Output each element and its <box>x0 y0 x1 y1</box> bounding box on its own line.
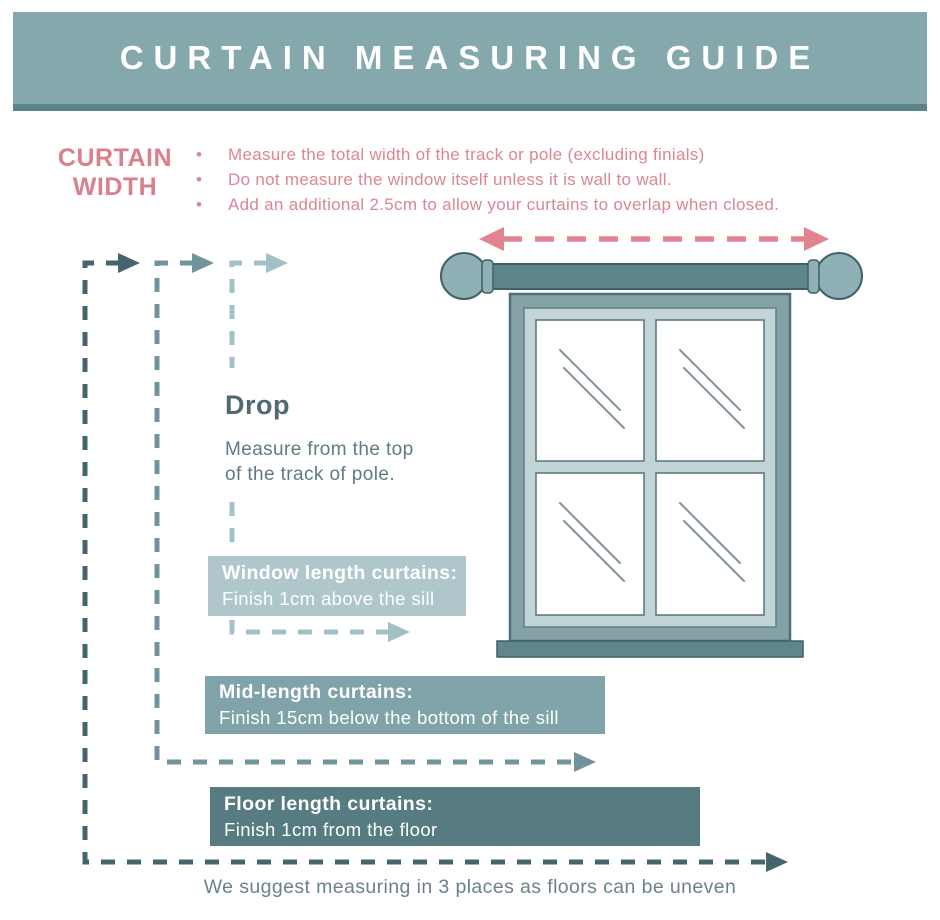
bullet-icon: • <box>196 145 203 164</box>
window-inner-frame <box>524 308 776 627</box>
window-length-title: Window length curtains: <box>222 562 458 584</box>
mid-length-title: Mid-length curtains: <box>219 681 414 703</box>
bullet-icon: • <box>196 170 203 189</box>
curtain-width-label-line2: WIDTH <box>72 173 158 201</box>
window-pane <box>536 473 644 615</box>
window-pane <box>536 320 644 461</box>
window-length-box <box>208 556 466 616</box>
curtain-width-label-line1: CURTAIN <box>57 144 173 172</box>
floor-length-box <box>210 787 700 846</box>
pane-reflection-lines <box>560 350 744 581</box>
drop-description <box>225 437 475 487</box>
window-length-detail: Finish 1cm above the sill <box>222 588 435 609</box>
bullet-text: Measure the total width of the track or pole (excluding finials) <box>228 145 705 164</box>
pole-finial-left <box>441 253 487 299</box>
header-banner <box>13 12 927 111</box>
bullet-text: Add an additional 2.5cm to allow your curtains to overlap when closed. <box>228 195 780 214</box>
floor-length-title: Floor length curtains: <box>224 792 434 815</box>
bullet-item <box>196 192 906 217</box>
pole-collar-right <box>808 260 819 293</box>
window-pane <box>656 320 764 461</box>
curtain-width-label <box>50 144 180 202</box>
width-measure-arrow <box>479 227 829 251</box>
drop-description-line1: Measure from the top <box>225 439 414 460</box>
page-title: CURTAIN MEASURING GUIDE <box>119 39 821 76</box>
window-pane <box>656 473 764 615</box>
bullet-icon: • <box>196 195 203 214</box>
curtain-pole <box>441 253 862 299</box>
mid-length-box <box>205 676 605 734</box>
window-outer-frame <box>510 294 790 641</box>
pole-finial-right <box>816 253 862 299</box>
footer-note: We suggest measuring in 3 places as floors can be uneven <box>203 876 737 898</box>
bullet-item <box>196 142 906 167</box>
bullet-text: Do not measure the window itself unless it is wall to wall. <box>228 170 672 189</box>
window-sill <box>497 641 803 657</box>
mid-length-detail: Finish 15cm below the bottom of the sill <box>219 707 559 728</box>
curtain-width-bullet-list <box>196 142 906 217</box>
pole-collar-left <box>482 260 493 293</box>
floor-length-detail: Finish 1cm from the floor <box>224 818 438 840</box>
window-illustration <box>497 294 803 657</box>
drop-section <box>225 390 475 487</box>
drop-description-line2: of the track of pole. <box>225 464 395 485</box>
bullet-item <box>196 167 906 192</box>
drop-title: Drop <box>225 390 290 420</box>
